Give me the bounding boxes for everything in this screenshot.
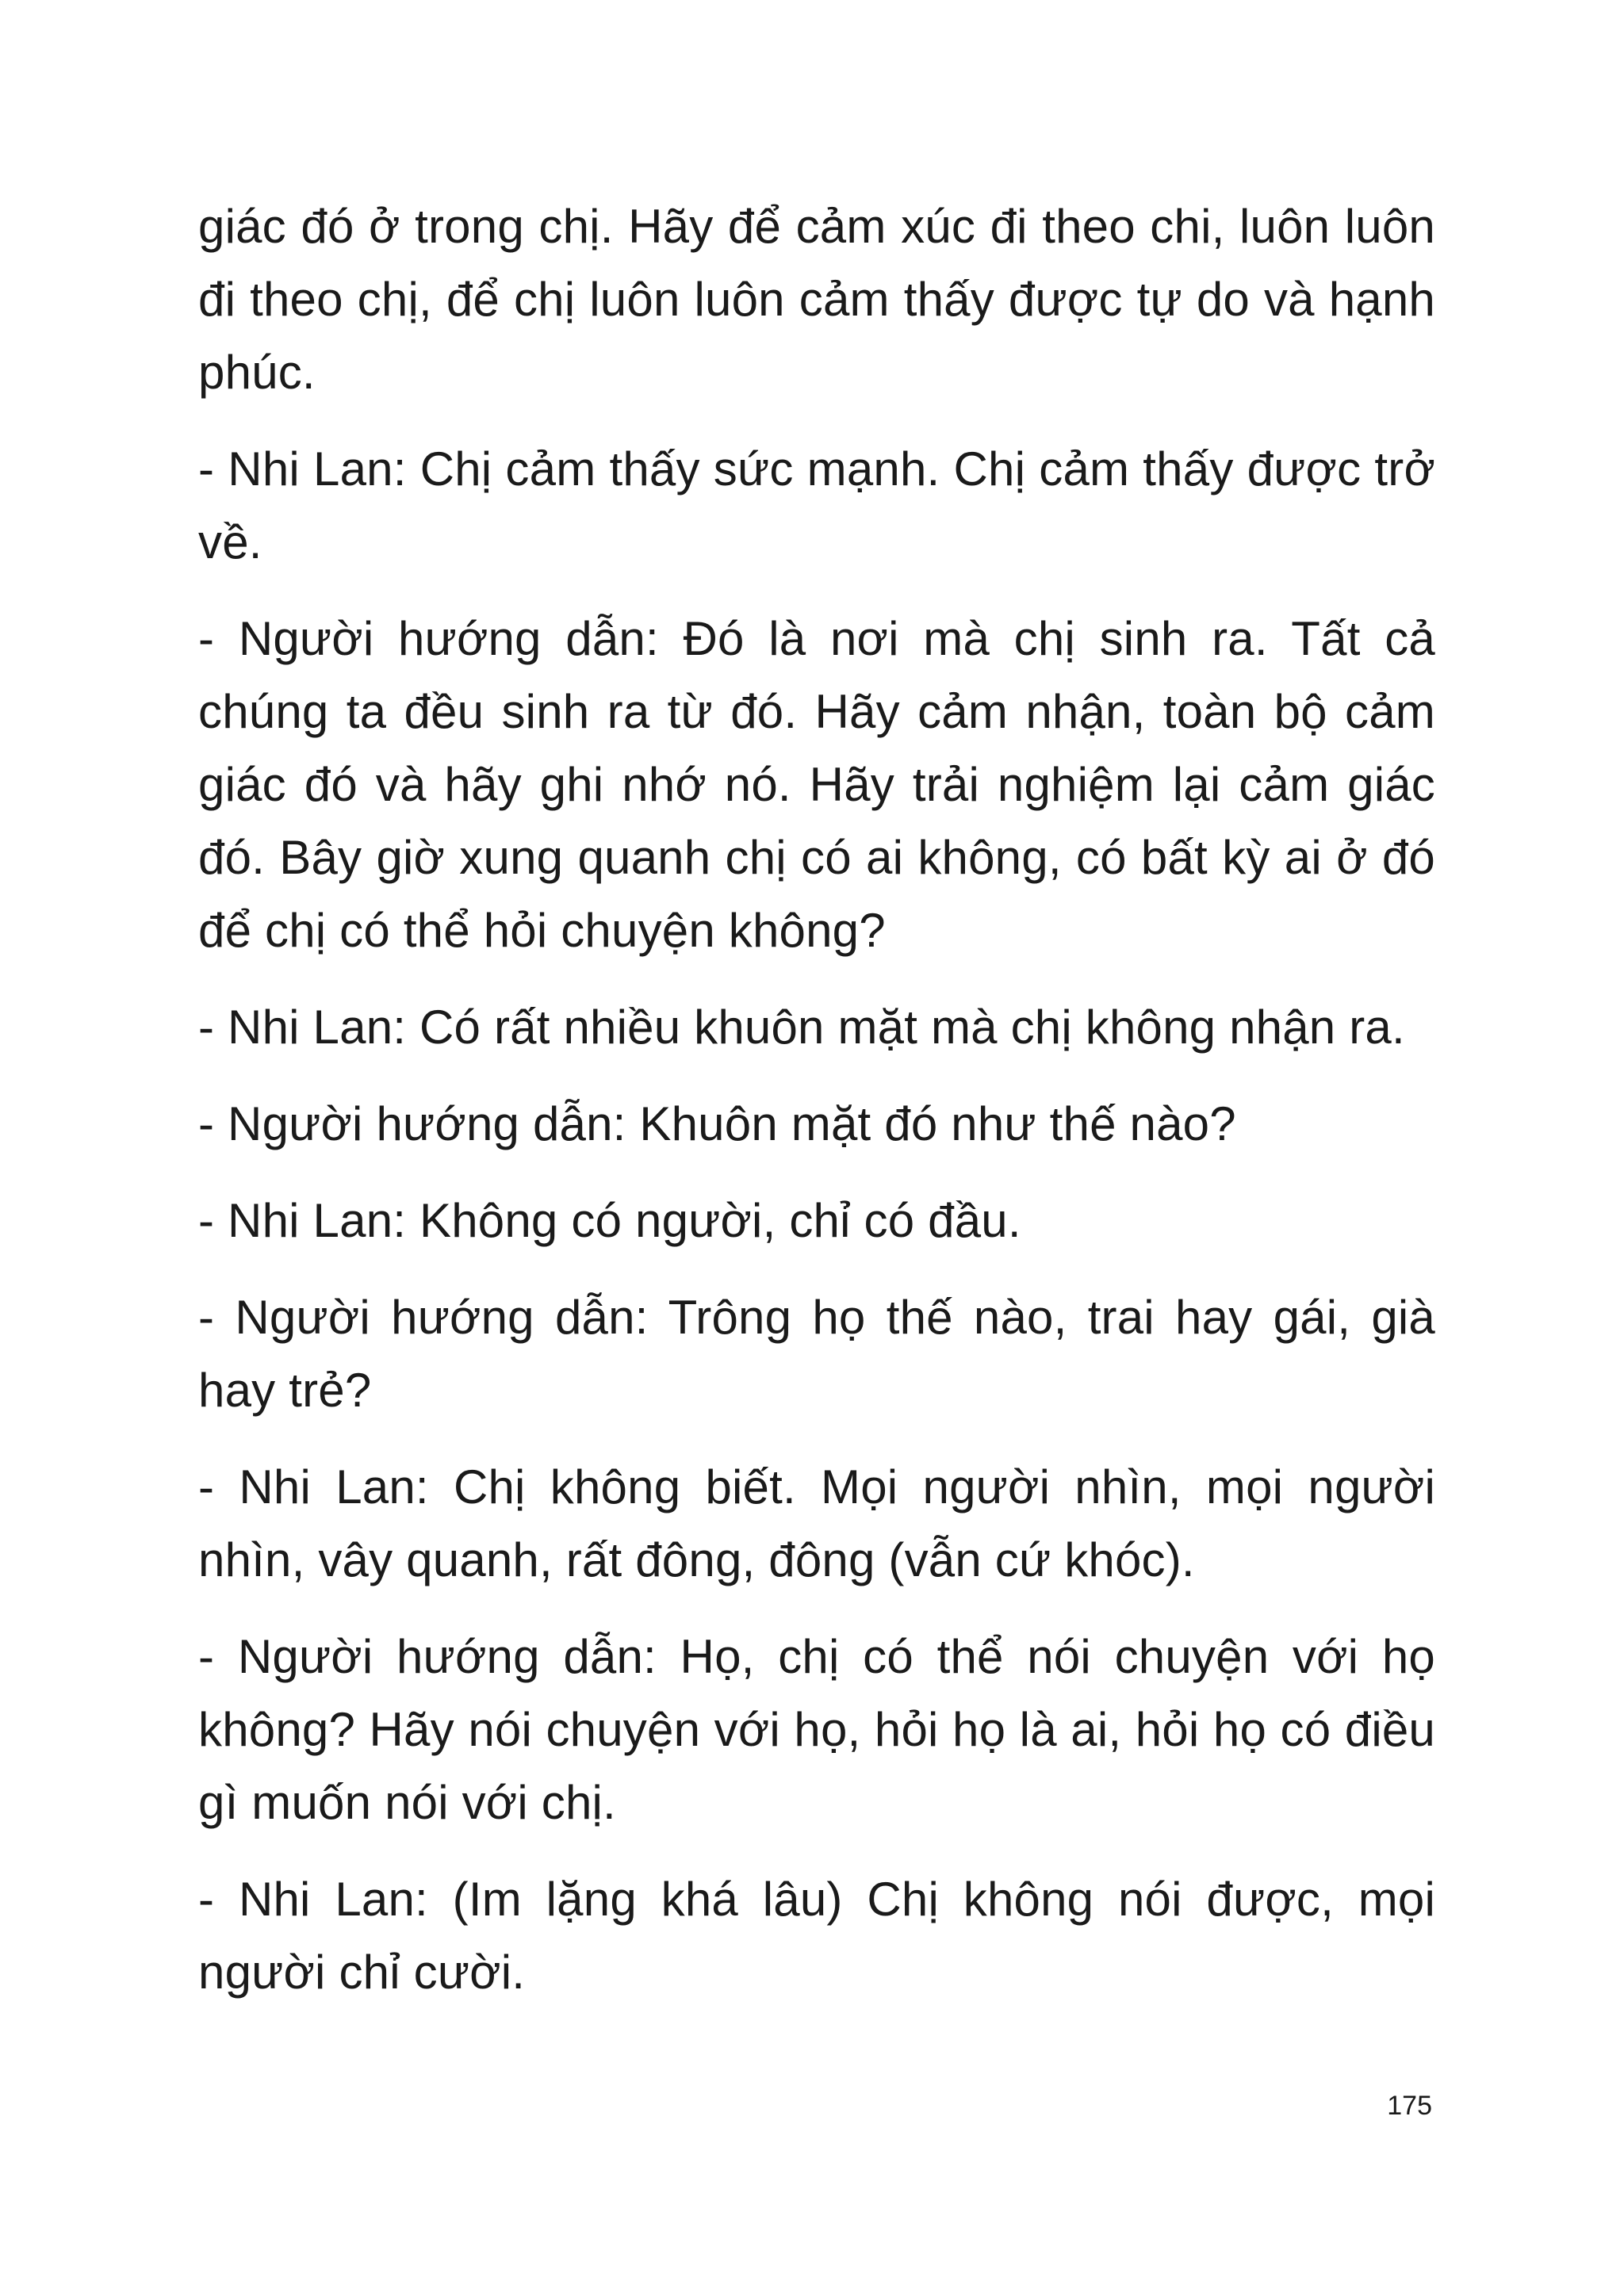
paragraph: - Nhi Lan: Chị không biết. Mọi người nhìn, mọi người nhìn, vây quanh, rất đông, đông (vẫn cứ khóc). — [198, 1460, 1435, 1586]
page-number: 175 — [1387, 2091, 1432, 2121]
body-text — [198, 190, 1435, 2033]
paragraph: - Nhi Lan: Không có người, chỉ có đầu. — [198, 1194, 1021, 1247]
paragraph: giác đó ở trong chị. Hãy để cảm xúc đi theo chi, luôn luôn đi theo chị, để chị luôn luôn cảm thấy được tự do và hạnh phúc. — [198, 200, 1435, 399]
paragraph: - Người hướng dẫn: Trông họ thế nào, trai hay gái, già hay trẻ? — [198, 1291, 1435, 1417]
paragraph: - Nhi Lan: Chị cảm thấy sức mạnh. Chị cảm thấy được trở về. — [198, 442, 1435, 568]
paragraph: - Người hướng dẫn: Khuôn mặt đó như thế nào? — [198, 1097, 1236, 1150]
paragraph: - Nhi Lan: Có rất nhiều khuôn mặt mà chị không nhận ra. — [198, 1001, 1405, 1054]
paragraph: - Nhi Lan: (Im lặng khá lâu) Chị không nói được, mọi người chỉ cười. — [198, 1873, 1435, 1999]
paragraph: - Người hướng dẫn: Họ, chị có thể nói chuyện với họ không? Hãy nói chuyện với họ, hỏi họ là ai, hỏi họ có điều gì muốn nói với chị. — [198, 1630, 1435, 1829]
paragraph: - Người hướng dẫn: Đó là nơi mà chị sinh ra. Tất cả chúng ta đều sinh ra từ đó. Hãy cảm nhận, toàn bộ cảm giác đó và hãy ghi nhớ nó. Hãy trải nghiệm lại cảm giác đó. Bây giờ xung quanh chị có ai không, có bất kỳ ai ở đó để chị có thể hỏi chuyện không? — [198, 612, 1435, 957]
